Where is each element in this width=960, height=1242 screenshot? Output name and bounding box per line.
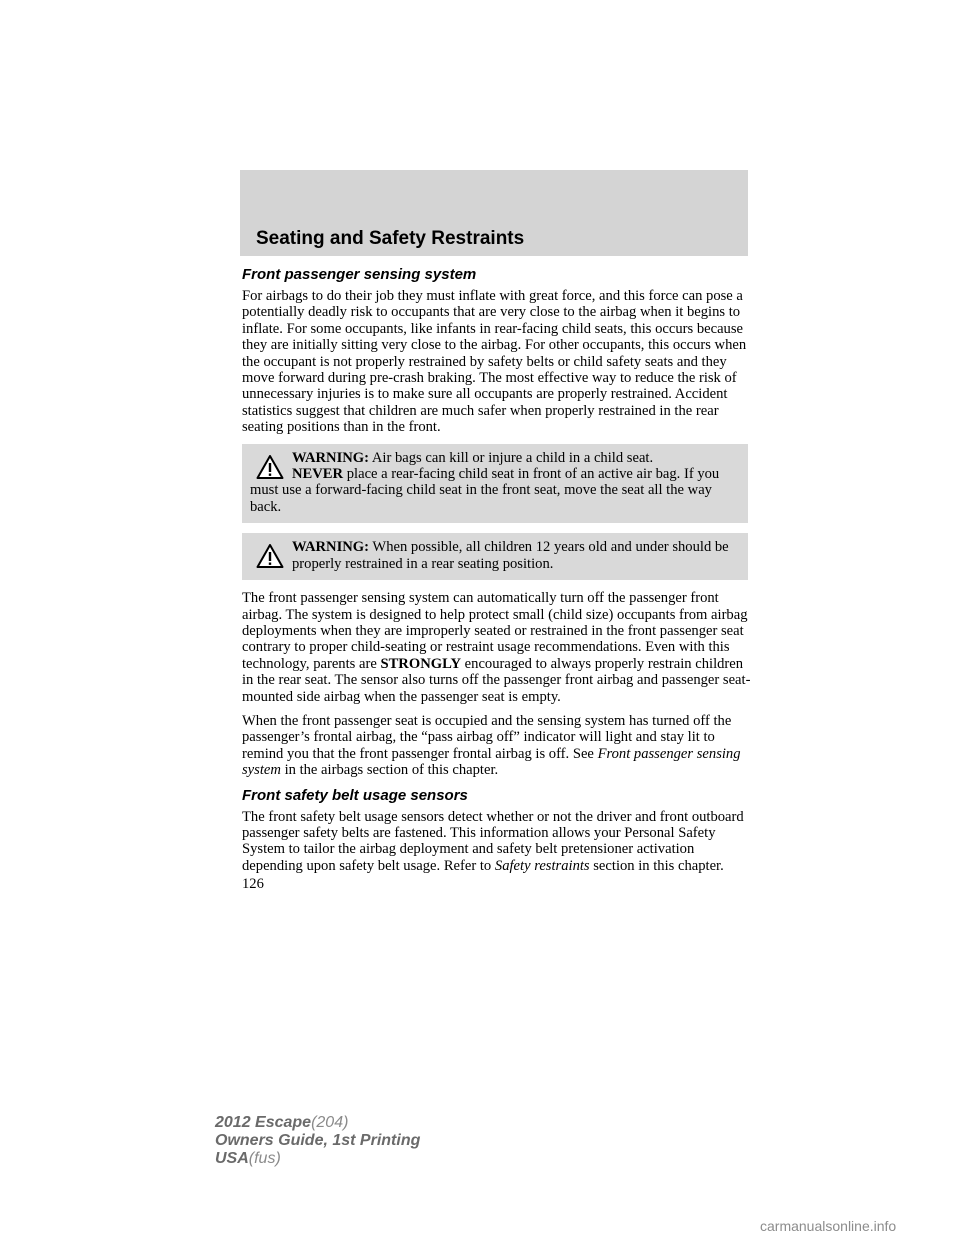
page-body [242, 266, 752, 901]
section-heading-belt-sensors: Front safety belt usage sensors [242, 786, 468, 804]
indicator-paragraph: When the front passenger seat is occupied and the sensing system has turned off the passenger’s frontal airbag, the “pass airbag off” indicator will light and stay lit to remind you that the front passenger frontal airbag is off. See Front passenger sensing system in the airbags section of this chapter. [242, 712, 741, 779]
warning-box-child-seat [242, 444, 748, 524]
warning-label: WARNING: [292, 539, 370, 556]
warning-text: WARNING: Air bags can kill or injure a child in a child seat. NEVER place a rear-facing child seat in front of an active air bag. If you must use a forward-facing child seat in the front seat, move the seat all the way back. [250, 449, 720, 515]
cross-reference: Front passenger sensing system [242, 745, 741, 779]
warning-triangle-icon [256, 454, 284, 480]
warning-box-rear-seating [242, 533, 748, 580]
intro-paragraph: For airbags to do their job they must inflate with great force, and this force can pose a potentially deadly risk to occupants that are very close to the airbag when it begins to inflate. For some occupants, like infants in rear-facing child seats, this occurs because they are initially sitting very close to the airbag. For other occupants, this occurs when the occupant is not properly restrained by safety belts or child safety seats and they move forward during pre-crash braking. The most effective way to reduce the risk of unnecessary injuries is to make sure all occupants are properly restrained. Accident statistics suggest that children are much safer when properly restrained in the rear seating positions than in the front. [242, 288, 747, 436]
site-watermark: carmanualsonline.info [760, 1218, 897, 1234]
warning-triangle-icon [256, 543, 284, 569]
sensing-system-paragraph: The front passenger sensing system can automatically turn off the passenger front airbag. The system is designed to help protect small (child size) occupants from airbag deployments when they are improperly seated or restrained in the front passenger seat contrary to proper child-seating or restraint usage recommendations. Even with this technology, parents are STRONGLY encouraged to always properly restrain children in the rear seat. The sensor also turns off the passenger front airbag and passenger seat-mounted side airbag when the passenger seat is empty. [242, 590, 751, 705]
warning-label: WARNING: [292, 449, 370, 466]
belt-sensors-paragraph: The front safety belt usage sensors detect whether or not the driver and front outboard passenger safety belts are fastened. This information allows your Personal Safety System to tailor the airbag deployment and safety belt pretensioner activation depending upon safety belt usage. Refer to Safety restraints section in this chapter. [242, 808, 744, 874]
strongly-emphasis: STRONGLY [380, 655, 462, 672]
warning-emphasis: NEVER [292, 466, 344, 483]
print-footer: 2012 Escape(204) Owners Guide, 1st Printing USA(fus) [215, 1114, 421, 1167]
warning-text: WARNING: When possible, all children 12 years old and under should be properly restrained in a rear seating position. [292, 539, 729, 572]
page-number: 126 [242, 876, 264, 893]
page-title: Seating and Safety Restraints [256, 228, 525, 249]
cross-reference: Safety restraints [494, 857, 590, 874]
section-heading-passenger-sensing: Front passenger sensing system [242, 266, 477, 283]
